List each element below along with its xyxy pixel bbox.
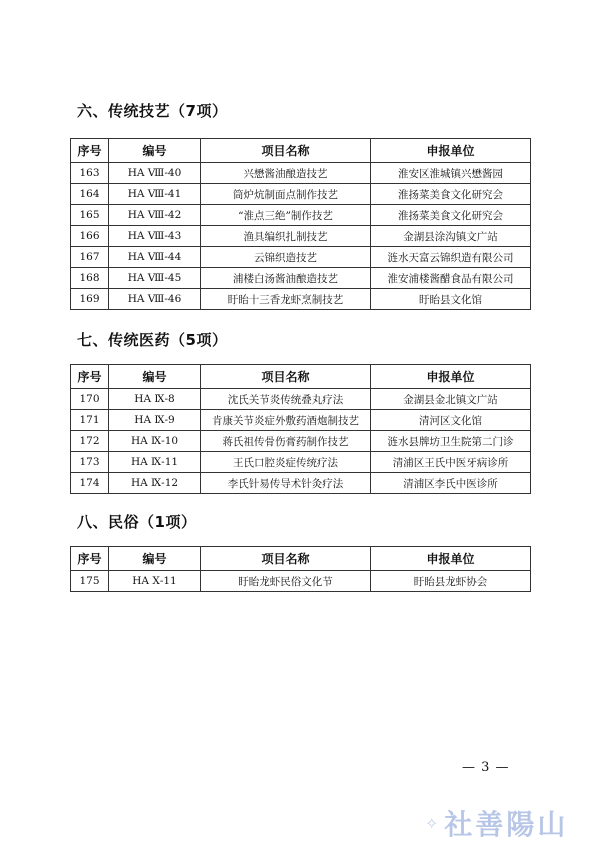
- table-row: [71, 571, 531, 592]
- cell-unit: 金湖县涂沟镇文广站: [371, 226, 531, 247]
- header-no: 序号: [71, 139, 109, 163]
- cell-name: 盱眙十三香龙虾烹制技艺: [201, 289, 371, 310]
- cell-no: 167: [71, 247, 109, 268]
- cell-code: HA Ⅸ-10: [109, 431, 201, 452]
- cell-unit: 淮扬菜美食文化研究会: [371, 184, 531, 205]
- cell-unit: 清浦区王氏中医牙病诊所: [371, 452, 531, 473]
- table-row: [71, 184, 531, 205]
- cell-no: 169: [71, 289, 109, 310]
- table-header-row: [71, 547, 531, 571]
- cell-code: HA Ⅸ-8: [109, 389, 201, 410]
- cell-no: 170: [71, 389, 109, 410]
- cell-unit: 淮安浦楼酱醋食品有限公司: [371, 268, 531, 289]
- table-row: [71, 410, 531, 431]
- cell-name: “淮点三绝”制作技艺: [201, 205, 371, 226]
- table-row: [71, 268, 531, 289]
- table-row: [71, 389, 531, 410]
- cell-unit: 淮扬菜美食文化研究会: [371, 205, 531, 226]
- cell-unit: 淮安区淮城镇兴懋酱园: [371, 163, 531, 184]
- section-title-folk-customs: 八、民俗（1项）: [77, 513, 197, 531]
- section-title-traditional-medicine: 七、传统医药（5项）: [77, 331, 228, 349]
- cell-no: 173: [71, 452, 109, 473]
- cell-unit: 涟水天富云锦织造有限公司: [371, 247, 531, 268]
- table-folk-customs: [70, 546, 531, 592]
- header-name: 项目名称: [201, 547, 371, 571]
- cell-no: 174: [71, 473, 109, 494]
- cell-code: HA Ⅷ-41: [109, 184, 201, 205]
- cell-no: 168: [71, 268, 109, 289]
- cell-code: HA Ⅷ-46: [109, 289, 201, 310]
- cell-name: 渔具编织扎制技艺: [201, 226, 371, 247]
- header-name: 项目名称: [201, 365, 371, 389]
- table-row: [71, 226, 531, 247]
- cell-name: 蒋氏祖传骨伤膏药制作技艺: [201, 431, 371, 452]
- header-code: 编号: [109, 139, 201, 163]
- cell-no: 164: [71, 184, 109, 205]
- cell-no: 165: [71, 205, 109, 226]
- cell-unit: 涟水县牌坊卫生院第二门诊: [371, 431, 531, 452]
- cell-code: HA Ⅷ-45: [109, 268, 201, 289]
- cell-unit: 清河区文化馆: [371, 410, 531, 431]
- table-row: [71, 289, 531, 310]
- header-name: 项目名称: [201, 139, 371, 163]
- header-no: 序号: [71, 547, 109, 571]
- header-unit: 申报单位: [371, 547, 531, 571]
- table-row: [71, 473, 531, 494]
- table-row: [71, 205, 531, 226]
- cell-unit: 盱眙县文化馆: [371, 289, 531, 310]
- cell-name: 李氏针易传导术针灸疗法: [201, 473, 371, 494]
- table-header-row: [71, 139, 531, 163]
- cell-name: 兴懋酱油酿造技艺: [201, 163, 371, 184]
- table-traditional-medicine: [70, 364, 531, 494]
- watermark: [425, 803, 568, 843]
- table-row: [71, 431, 531, 452]
- table-traditional-crafts: [70, 138, 531, 310]
- cell-no: 172: [71, 431, 109, 452]
- cell-code: HA Ⅸ-11: [109, 452, 201, 473]
- header-no: 序号: [71, 365, 109, 389]
- sparkle-icon: ✧: [425, 813, 439, 833]
- table-row: [71, 247, 531, 268]
- section-title-traditional-crafts: 六、传统技艺（7项）: [77, 102, 228, 120]
- table-row: [71, 163, 531, 184]
- page-number: — 3 —: [462, 760, 510, 775]
- cell-code: HA Ⅸ-12: [109, 473, 201, 494]
- cell-code: HA Ⅷ-42: [109, 205, 201, 226]
- cell-code: HA Ⅷ-40: [109, 163, 201, 184]
- cell-code: HA Ⅹ-11: [109, 571, 201, 592]
- header-unit: 申报单位: [371, 139, 531, 163]
- table-header-row: [71, 365, 531, 389]
- cell-name: 沈氏关节炎传统叠丸疗法: [201, 389, 371, 410]
- cell-code: HA Ⅷ-43: [109, 226, 201, 247]
- cell-no: 166: [71, 226, 109, 247]
- cell-name: 云锦织造技艺: [201, 247, 371, 268]
- cell-code: HA Ⅸ-9: [109, 410, 201, 431]
- watermark-text: 社善陽山: [444, 808, 569, 841]
- cell-unit: 盱眙县龙虾协会: [371, 571, 531, 592]
- cell-name: 筒炉炕制面点制作技艺: [201, 184, 371, 205]
- header-unit: 申报单位: [371, 365, 531, 389]
- cell-name: 王氏口腔炎症传统疗法: [201, 452, 371, 473]
- cell-name: 盱眙龙虾民俗文化节: [201, 571, 371, 592]
- cell-name: 浦楼白汤酱油酿造技艺: [201, 268, 371, 289]
- table-row: [71, 452, 531, 473]
- cell-no: 171: [71, 410, 109, 431]
- cell-code: HA Ⅷ-44: [109, 247, 201, 268]
- cell-unit: 金湖县金北镇文广站: [371, 389, 531, 410]
- cell-no: 163: [71, 163, 109, 184]
- cell-name: 肯康关节炎症外敷药酒炮制技艺: [201, 410, 371, 431]
- header-code: 编号: [109, 365, 201, 389]
- cell-no: 175: [71, 571, 109, 592]
- header-code: 编号: [109, 547, 201, 571]
- cell-unit: 清浦区李氏中医诊所: [371, 473, 531, 494]
